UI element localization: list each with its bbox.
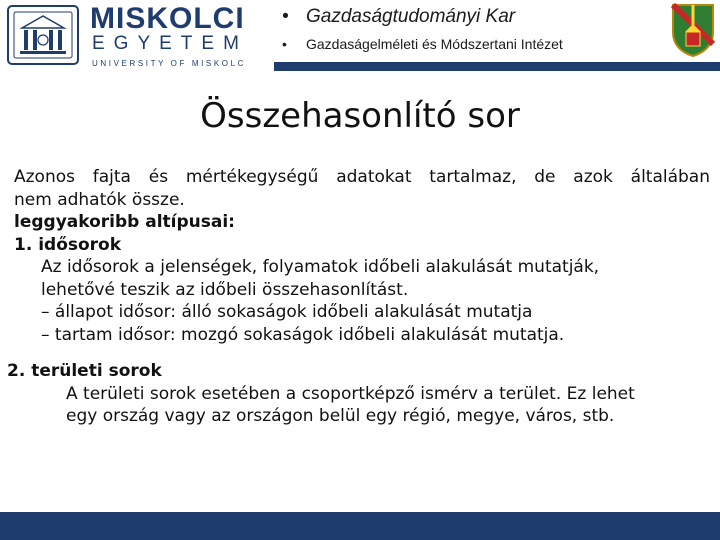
- header: [0, 0, 720, 70]
- university-logo: [90, 2, 250, 70]
- item1-dash-item: – állapot idősor: álló sokaságok időbeli alakulását mutatja: [41, 302, 533, 322]
- institute-label: Gazdaságelméleti és Módszertani Intézet: [306, 36, 563, 52]
- item1-text: lehetővé teszik az időbeli összehasonlítást.: [41, 279, 409, 300]
- faculty-name: [282, 6, 515, 28]
- item2-text: egy ország vagy az országon belül egy régió, megye, város, stb.: [66, 406, 615, 426]
- slide-content: [7, 166, 710, 428]
- coat-of-arms-icon: [670, 2, 716, 58]
- item2-heading: 2. területi sorok: [7, 361, 162, 381]
- item1-text: Az idősorok a jelenségek, folyamatok időbeli alakulását mutatják,: [41, 257, 600, 277]
- item2-text: A területi sorok esetében a csoportképző ismérv a terület. Ez lehet: [66, 383, 635, 404]
- item1-heading: 1. idősorok: [14, 234, 122, 255]
- university-crest-icon: [6, 4, 80, 66]
- logo-sub-text: EGYETEM: [92, 33, 248, 54]
- footer-bar: [0, 512, 720, 540]
- slide-title: Összehasonlító sor: [200, 96, 520, 136]
- subtypes-heading: leggyakoribb altípusai:: [14, 212, 235, 232]
- header-accent-bar: [274, 62, 720, 71]
- intro-line: Azonos fajta és mértékegységű adatokat tartalmaz, de azok általában: [14, 167, 710, 187]
- bullet: •: [282, 36, 287, 52]
- spacer: [14, 346, 710, 360]
- intro-line: nem adhatók össze.: [14, 189, 185, 210]
- faculty-label: Gazdaságtudományi Kar: [306, 6, 516, 27]
- logo-university-text: UNIVERSITY OF MISKOLC: [92, 59, 247, 68]
- bullet: •: [282, 6, 289, 27]
- item1-dash-item: – tartam idősor: mozgó sokaságok időbeli alakulását mutatja.: [41, 324, 565, 345]
- logo-main-text: MISKOLCI: [90, 2, 245, 35]
- institute-name: [282, 36, 563, 52]
